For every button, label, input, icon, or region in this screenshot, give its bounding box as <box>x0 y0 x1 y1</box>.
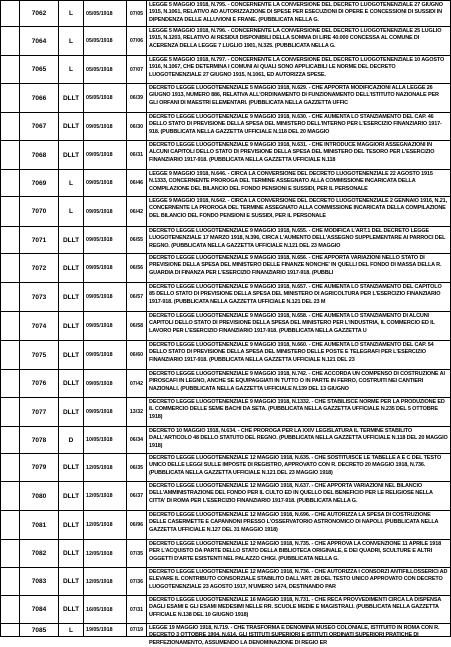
record-number: 7067 <box>20 113 59 140</box>
act-description: LEGGE 19 MAGGIO 1918, N.719. - CHE TRASFORMA E DENOMINA MUSEO COLONIALE, ISTITUITO IN ROMA CON R. DECRETO 3 OTTOBRE 1904, N.614, GLI ISTITUTI SUPERIORI E ISTITUTI ORDINATI SUPERIORI PRATICHE DI PERFEZIONAMENTO, ASSUMENDO LA DENOMINAZIONE DI REGIO ER <box>147 624 451 636</box>
act-code: 07/07 <box>127 56 147 83</box>
row-margin-cell <box>0 341 20 369</box>
record-number: 7070 <box>20 197 59 226</box>
row-margin-cell <box>0 170 20 196</box>
act-type: L <box>59 197 84 226</box>
row-margin-cell <box>0 141 20 169</box>
record-number: 7081 <box>20 511 59 539</box>
act-description: DECRETO LEGGE LUOGOTENENZIALE 9 MAGGIO 1918, N.630. - CHE AUMENTA LO STANZIAMENTO DEL CAP. 46 DELLO STATO DI PREVISIONE DELLA SPESA DEL MINISTERO DELL'INTERNO PER L'ESERCIZIO FINANZIARIO 1917-918. (PUBBLICATA NELLA GAZZETTA UFFICIALE N.118 DEL 20 MAGGIO <box>147 113 451 140</box>
act-description: DECRETO LEGGE LUOGOTENENZIALE 12 MAGGIO 1918, N.696. - CHE AUTORIZZA LA SPESA DI COSTRUZIONE DELLE CASERMETTE E CAPANNONI PRESSO L'OSSERVATORIO ASTRONOMICO DI NAPOLI. (PUBBLICATA NELLA GAZZETTA UFFICIALE N.127 DEL 31 MAGGIO 1918) <box>147 511 451 539</box>
act-code: 06/37 <box>127 482 147 510</box>
act-description: DECRETO LEGGE LUOGOTENENZIALE 9 MAGGIO 1918, N.742. - CHE ACCORDA UN COMPENSO DI COSTRUZIONE AI PIROSCAFI IN LEGNO, ANCHE SE EQUIPAGGIATI IN TUTTO O IN PARTE IN FERRO, COSTRUITI NEI CANTIERI NAZIONALI. (PUBBLICATA NELLA GAZZETTA UFFICIALE N.139 DEL 13 GIUGNO <box>147 370 451 397</box>
act-date: 09/05/1918 <box>84 283 127 311</box>
act-type: DLLT <box>59 312 84 340</box>
act-date: 12/05/1918 <box>84 540 127 567</box>
table-row <box>0 482 451 511</box>
act-code: 06/56 <box>127 254 147 282</box>
act-type: DLLT <box>59 141 84 169</box>
record-number: 7064 <box>20 27 59 55</box>
row-margin-cell <box>0 427 20 453</box>
row-margin-cell <box>0 27 20 55</box>
record-number: 7075 <box>20 341 59 369</box>
act-date: 09/05/1918 <box>84 113 127 140</box>
act-type: DLLT <box>59 227 84 253</box>
act-date: 09/05/1918 <box>84 370 127 397</box>
row-margin-cell <box>0 197 20 226</box>
row-margin-cell <box>0 84 20 112</box>
act-type: L <box>59 56 84 83</box>
table-row <box>0 197 451 227</box>
act-code: 07/31 <box>127 596 147 623</box>
record-number: 7066 <box>20 84 59 112</box>
row-margin-cell <box>0 254 20 282</box>
act-description: LEGGE 5 MAGGIO 1918, N.797. - CONCERNENTE LA CONVERSIONE DEL DECRETO LUOGOTENENZIALE 10 AGOSTO 1916, N.1067, CHE DETERMINA I COMUNI AI QUALI SONO APPLICABILI LE NORME DEL DECRETO LUOGOTENENZIALE 27 GIUGNO 1915, N.1061, ED AUTORIZZA SPESE. <box>147 56 451 83</box>
record-number: 7072 <box>20 254 59 282</box>
table-row <box>0 141 451 170</box>
act-type: L <box>59 624 84 636</box>
act-code: 06/57 <box>127 283 147 311</box>
table-row <box>0 568 451 596</box>
act-type: L <box>59 1 84 26</box>
table-row <box>0 113 451 141</box>
row-margin-cell <box>0 113 20 140</box>
act-type: DLLT <box>59 454 84 481</box>
act-code: 06/31 <box>127 141 147 169</box>
act-type: DLLT <box>59 398 84 426</box>
act-code: 06/34 <box>127 427 147 453</box>
table-row <box>0 170 451 197</box>
act-date: 12/05/1918 <box>84 482 127 510</box>
row-margin-cell <box>0 540 20 567</box>
act-description: DECRETO LEGGE LUOGOTENENZIALE 9 MAGGIO 1918, N.656. - CHE APPORTA VARIAZIONI NELLO STATO DI PREVISIONE DELLA SPESA DEL MINISTERO DELLE FINANZE NONCHE' IN QUELLI DEL FONDO DI MASSA DELLA R. GUARDIA DI FINANZA PER L'ESERCIZIO FINANZIARIO 1917-918. (PUBBLI <box>147 254 451 282</box>
act-code: 06/30 <box>127 113 147 140</box>
act-type: DLLT <box>59 84 84 112</box>
record-number: 7074 <box>20 312 59 340</box>
act-description: DECRETO 10 MAGGIO 1918, N.634. - CHE PROROGA PER LA XXIV LEGISLATURA IL TERMINE STABILITO DALL'ARTICOLO 48 DELLO STATUTO DEL REGNO. (PUBBLICATA NELLA GAZZETTA UFFICIALE N.118 DEL 20 MAGGIO 1918) <box>147 427 451 453</box>
table-row <box>0 398 451 427</box>
act-description: DECRETO LEGGE LUOGOTENENZIALE 9 MAGGIO 1918, N.655. - CHE MODIFICA L'ART.1 DEL DECRETO LEGGE LUOGOTENENZIALE 17 MARZO 1918, N.396, CIRCA L'AUMENTO DELL'ASSEGNO SUPPLEMENTARE AI PARROCI DEL REGNO. (PUBBLICATA NELLA GAZZETTA UFFICIALE N.121 DEL 23 MAGGIO <box>147 227 451 253</box>
act-description: DECRETO LEGGE LUOGOTENENZIALE 9 MAGGIO 1918, N.1332. - CHE STABILISCE NORME PER LA PRODUZIONE ED IL COMMERCIO DELLE SEME BACHI DA SETA. (PUBBLICATA NELLA GAZZETTA UFFICIALE N.235 DEL 5 OTTOBRE 1918) <box>147 398 451 426</box>
record-number: 7062 <box>20 1 59 26</box>
row-margin-cell <box>0 568 20 595</box>
act-date: 16/05/1918 <box>84 596 127 623</box>
act-date: 05/05/1918 <box>84 27 127 55</box>
act-date: 05/05/1918 <box>84 56 127 83</box>
act-date: 05/05/1918 <box>84 84 127 112</box>
table-row <box>0 0 451 27</box>
act-code: 07/36 <box>127 568 147 595</box>
act-description: LEGGE 5 MAGGIO 1918, N.795. - CONCERNENTE LA CONVERSIONE DEL DECRETO LUOGOTENENZIALE 27 GIUGNO 1915, N.1061, RELATIVO AD AUTORIZZAZIONE DI SPESE PER ESECUZIONI DI OPERE E CONCESSIONI DI SUSSIDI IN DIPENDENZA DELLE ALLUVIONI E FRANE. (PUBBLICATA NELLA G. <box>147 1 451 26</box>
record-number: 7069 <box>20 170 59 196</box>
act-code: 06/55 <box>127 227 147 253</box>
act-code: 07/19 <box>127 624 147 636</box>
act-date: 09/05/1918 <box>84 141 127 169</box>
record-number: 7071 <box>20 227 59 253</box>
record-number: 7065 <box>20 56 59 83</box>
act-date: 09/05/1918 <box>84 312 127 340</box>
record-number: 7079 <box>20 454 59 481</box>
act-description: DECRETO LEGGE LUOGOTENENZIALE 9 MAGGIO 1918, N.658. - CHE AUMENTA LO STANZIAMENTO DI ALCUNI CAPITOLI DELLO STATO DI PREVISIONE DELLA SPESA DEL MINISTERO PER L'INDUSTRIA, IL COMMERCIO ED IL LAVORO PER L'ESERCIZIO FINANZIARIO 1917-918. (PUBBLICATA NELLA GAZZETTA U <box>147 312 451 340</box>
act-type: DLLT <box>59 370 84 397</box>
record-number: 7076 <box>20 370 59 397</box>
record-number: 7068 <box>20 141 59 169</box>
act-type: DLLT <box>59 254 84 282</box>
act-code: 13/32 <box>127 398 147 426</box>
record-number: 7083 <box>20 568 59 595</box>
act-date: 19/05/1918 <box>84 624 127 636</box>
act-description: LEGGE 9 MAGGIO 1918, N.646. - CIRCA LA CONVERSIONE DEL DECRETO LUOGOTENENZIALE 22 AGOSTO 1915 N.1333, CONCERNENTE PROROGA DEL TERMINE ASSEGNATO ALLA COMMISSIONE INCARICATA DELLA COMPILAZIONE DEL BILANCIO DEL FONDO PENSIONI E SUSSIDI, PER IL PERSONALE <box>147 170 451 196</box>
act-date: 09/05/1918 <box>84 341 127 369</box>
act-date: 09/05/1918 <box>84 227 127 253</box>
record-number: 7082 <box>20 540 59 567</box>
act-description: DECRETO LEGGE LUOGOTENENZIALE 16 MAGGIO 1918, N.731. - CHE RECA PROVVEDIMENTI CIRCA LA DISPENSA DAGLI ESAMI E GLI ESAMI MEDESIMI NELLE RR. SCUOLE MEDIE E MAGISTRALI. (PUBBLICATA NELLA GAZZETTA UFFICIALE N.138 DEL 10 GIUGNO 1918) <box>147 596 451 623</box>
table-row <box>0 312 451 341</box>
row-margin-cell <box>0 398 20 426</box>
act-type: DLLT <box>59 596 84 623</box>
table-row <box>0 596 451 624</box>
record-number: 7073 <box>20 283 59 311</box>
act-type: DLLT <box>59 113 84 140</box>
table-row <box>0 511 451 540</box>
row-margin-cell <box>0 56 20 83</box>
table-row <box>0 56 451 84</box>
row-margin-cell <box>0 482 20 510</box>
table-row <box>0 84 451 113</box>
row-margin-cell <box>0 596 20 623</box>
act-date: 05/05/1918 <box>84 1 127 26</box>
act-type: DLLT <box>59 511 84 539</box>
record-number: 7084 <box>20 596 59 623</box>
act-code: 07/42 <box>127 370 147 397</box>
act-type: DLLT <box>59 341 84 369</box>
act-description: LEGGE 5 MAGGIO 1918, N.796. - CONCERNENTE LA CONVERSIONE DEL DECRETO LUOGOTENENZIALE 25 LUGLIO 1915, N.1203, RELATIVO AI RESIDUI DISPONIBILI DELLA SOMMA DI LIRE 40.000 CONCESSA AL COMUNE DI ACERENZA DELLA LEGGE 7 LUGLIO 1901, N.325. (PUBBLICATA NELLA G. <box>147 27 451 55</box>
table-row <box>0 370 451 398</box>
act-date: 12/05/1918 <box>84 568 127 595</box>
table-row <box>0 427 451 454</box>
act-description: LEGGE 9 MAGGIO 1918, N.642. - CIRCA LA CONVERSIONE DEL DECRETO LUOGOTENENZIALE 2 GENNAIO 1916, N.21, CONCERNENTE LA PROROGA DEL TERMINE ASSEGNATO ALLA COMMISSIONE INCARICATA DELLA COMPILAZIONE DEL BILANCIO DEL FONDO PENSIONI E SUSSIDI, PER IL PERSONALE <box>147 197 451 226</box>
row-margin-cell <box>0 370 20 397</box>
act-description: DECRETO LEGGE LUOGOTENENZIALE 9 MAGGIO 1918, N.657. - CHE AUMENTA LO STANZIAMENTO DEL CAPITOLO 85 DELLO STATO DI PREVISIONE DELLA SPESA DEL MINISTERO DI AGRICOLTURA PER L'ESERCIZIO FINANZIARIO 1917-918. (PUBBLICATA NELLA GAZZETTA UFFICIALE N.121 DEL 23 M <box>147 283 451 311</box>
act-description: DECRETO LEGGE LUOGOTENENZIALE 5 MAGGIO 1918, N.629. - CHE APPORTA MODIFICAZIONI ALLA LEGGE 26 GIUGNO 1913, NUMERO 886, RELATIVA ALL'ORDINAMENTO DI FUNZIONAMENTO DELL'ISTITUTO NAZIONALE PER GLI ORFANI DI MAESTRI ELEMENTARI. (PUBBLICATA NELLA GAZZETTA UFFIC <box>147 84 451 112</box>
act-code: 06/42 <box>127 197 147 226</box>
row-margin-cell <box>0 227 20 253</box>
row-margin-cell <box>0 312 20 340</box>
act-code: 06/58 <box>127 312 147 340</box>
row-margin-cell <box>0 511 20 539</box>
act-code: 07/35 <box>127 540 147 567</box>
act-type: L <box>59 27 84 55</box>
act-type: D <box>59 427 84 453</box>
act-date: 12/05/1918 <box>84 511 127 539</box>
act-description: DECRETO LEGGE LUOGOTENENZIALE 9 MAGGIO 1918, N.660. - CHE AUMENTA LO STANZIAMENTO DEL CAP. 54 DELLO STATO DI PREVISIONE DELLA SPESA DEL MINISTERO DELLE POSTE E TELEGRAFI PER L'ESERCIZIO FINANZIARIO 1917-918. (PUBBLICATA NELLA GAZZETTA UFFICIALE N.121 DEL 23 <box>147 341 451 369</box>
act-description: DECRETO LEGGE LUOGOTENENZIALE 12 MAGGIO 1918, N.635. - CHE SOSTITUISCE LE TABELLE A E C DEL TESTO UNICO DELLE LEGGI SULLE IMPOSTE DI REGISTRO, APPROVATO CON R. DECRETO 20 MAGGIO 1918, N.736. (PUBBLICATA NELLA GAZZETTA UFFICIALE N.121 DEL 23 MAGGIO 1918) <box>147 454 451 481</box>
row-margin-cell <box>0 454 20 481</box>
act-date: 09/05/1918 <box>84 254 127 282</box>
act-code: 06/96 <box>127 511 147 539</box>
table-row <box>0 227 451 254</box>
act-description: DECRETO LEGGE LUOGOTENENZIALE 9 MAGGIO 1918, N.631. - CHE INTRODUCE MAGGIORI ASSEGNAZIONI IN ALCUNI CAPITOLI DELLO STATO DI PREVISIONE DELLA SPESA DEL MINISTERO DEL TESORO PER L'ESERCIZIO FINANZIARIO 1917-918. (PUBBLICATA NELLA GAZZETTA UFFICIALE N.118 <box>147 141 451 169</box>
row-margin-cell <box>0 624 20 636</box>
act-type: DLLT <box>59 540 84 567</box>
record-number: 7077 <box>20 398 59 426</box>
act-date: 09/05/1918 <box>84 170 127 196</box>
table-row <box>0 283 451 312</box>
table-row <box>0 254 451 283</box>
act-date: 10/05/1918 <box>84 427 127 453</box>
record-number: 7078 <box>20 427 59 453</box>
act-description: DECRETO LEGGE LUOGOTENENZIALE 12 MAGGIO 1918, N.637. - CHE APPORTA VARIAZIONI NEL BILANCIO DELL'AMMINISTRAZIONE DEL FONDO PER IL CULTO ED IN QUELLO DEL BENEFICIO PER LE RELIGIOSE NELLA CITTA' DI ROMA PER L'ESERCIZIO FINANZIARIO 1917-918. (PUBBLICATA NELLA G. <box>147 482 451 510</box>
act-type: DLLT <box>59 482 84 510</box>
act-date: 09/05/1918 <box>84 197 127 226</box>
act-type: DLLT <box>59 568 84 595</box>
table-row <box>0 624 451 646</box>
table-row <box>0 454 451 482</box>
act-date: 09/05/1918 <box>84 398 127 426</box>
record-number: 7080 <box>20 482 59 510</box>
table-row <box>0 540 451 568</box>
act-description: DECRETO LEGGE LUOGOTENENZIALE 12 MAGGIO 1918, N.735. - CHE APPROVA LA CONVENZIONE 11 APRILE 1918 PER L'ACQUISTO DA PARTE DELLO STATO DELLA BIBLIOTECA ORIGINALE, E DEI QUADRI, SCULTURE E ALTRI OGGETTI D'ARTE ESISTENTI NEL PALAZZO CHIGI. (PUBBLICATA NELLA G. <box>147 540 451 567</box>
act-description: DECRETO LEGGE LUOGOTENENZIALE 12 MAGGIO 1918, N.736. - CHE AUTORIZZA I CONSORZI ANTIFILLOSSERICI AD ELEVARE IL CONTRIBUTO CONSORZIALE STABILITO DALL'ART. 28 DEL TESTO UNICO APPROVATO CON DECRETO LUOGOTENENZIALE 23 AGOSTO 1917, N'UMERO 1474, DESTINANDO PAR <box>147 568 451 595</box>
act-code: 06/60 <box>127 341 147 369</box>
table-row <box>0 341 451 370</box>
row-margin-cell <box>0 1 20 26</box>
row-margin-cell <box>0 283 20 311</box>
act-code: 06/46 <box>127 170 147 196</box>
record-number: 7085 <box>20 624 59 636</box>
act-code: 07/06 <box>127 27 147 55</box>
act-code: 06/39 <box>127 84 147 112</box>
act-code: 06/35 <box>127 454 147 481</box>
act-date: 12/05/1918 <box>84 454 127 481</box>
act-code: 07/05 <box>127 1 147 26</box>
table-row <box>0 27 451 56</box>
act-type: DLLT <box>59 283 84 311</box>
act-type: L <box>59 170 84 196</box>
